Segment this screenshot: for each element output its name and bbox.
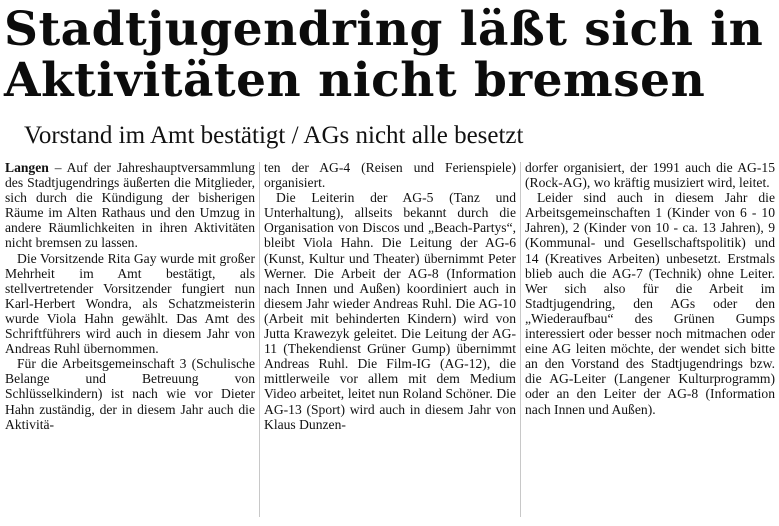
dateline: Langen (5, 160, 49, 175)
article-column-2 (264, 160, 516, 432)
headline-line-1: Stadtjugendring läßt sich in (4, 2, 764, 57)
headline (4, 4, 775, 106)
article-column-1 (5, 160, 255, 432)
column-divider (259, 162, 260, 517)
paragraph: Die Leiterin der AG-5 (Tanz und Unterhaltung), allseits bekannt durch die Organisation von Discos und „Beach-Partys“, bleibt Viola Hahn. Die Leitung der AG-6 (Kunst, Kultur und Theater) übernimmt Peter Werner. Die Arbeit der AG-8 (Information nach Innen und Außen) koordiniert auch in diesem Jahr wieder Andreas Ruhl. Die AG-10 (Arbeit mit behinderten Kindern) wird von Jutta Krawezyk geleitet. Die Leitung der AG-11 (Thekendienst Grüner Gump) übernimmt Andreas Ruhl. Die Film-IG (AG-12), die mittlerweile vor allem mit dem Medium Video arbeitet, leitet nun Roland Schöner. Die AG-13 (Sport) wird auch in diesem Jahr von Klaus Dunzen- (264, 190, 516, 432)
paragraph: ten der AG-4 (Reisen und Ferienspiele) organisiert. (264, 160, 516, 191)
paragraph: Für die Arbeitsgemeinschaft 3 (Schulische Belange und Betreuung von Schlüsselkindern) ist nach wie vor Dieter Hahn zuständig, der in diesem Jahr auch die Aktivitä- (5, 356, 255, 432)
article-column-3 (525, 160, 775, 417)
headline-line-2: Aktivitäten nicht bremsen (4, 53, 706, 108)
paragraph: Die Vorsitzende Rita Gay wurde mit großer Mehrheit im Amt bestätigt, als stellvertretender Vorsitzender fungiert nun Karl-Herbert Wondra, als Schatzmeisterin wurde Viola Hahn gewählt. Das Amt des Schriftführers wird auch in diesem Jahr von Andreas Ruhl übernommen. (5, 250, 255, 357)
paragraph: dorfer organisiert, der 1991 auch die AG-15 (Rock-AG), wo kräftig musiziert wird, leitet. (525, 160, 775, 191)
paragraph (5, 160, 255, 251)
column-divider (520, 162, 521, 517)
subheadline: Vorstand im Amt bestätigt / AGs nicht alle besetzt (24, 122, 524, 149)
paragraph: Leider sind auch in diesem Jahr die Arbeitsgemeinschaften 1 (Kinder von 6 - 10 Jahren), 2 (Kinder von 10 - ca. 13 Jahren), 9 (Kommunal- und Gesellschaftspolitik) und 14 (Kreatives Arbeiten) unbesetzt. Erstmals blieb auch die AG-7 (Technik) ohne Leiter. Wer sich also für die Arbeit im Stadtjugendring, den AGs oder den „Wiederaufbau“ des Grünen Gumps interessiert oder besser noch mitmachen oder eine AG leiten möchte, der wendet sich bitte an den Vorstand des Stadtjugendrings bzw. die AG-Leiter (Langener Kulturprogramm) oder an den Leiter der AG-8 (Information nach Innen und Außen). (525, 190, 775, 417)
paragraph-text: – Auf der Jahreshauptversammlung des Stadtjugendrings äußerten die Mitglieder, sich durch die Kündigung der bisherigen Räume im Alten Rathaus und den Umzug in andere Räumlichkeiten in ihren Aktivitäten nicht bremsen zu lassen. (5, 160, 255, 251)
